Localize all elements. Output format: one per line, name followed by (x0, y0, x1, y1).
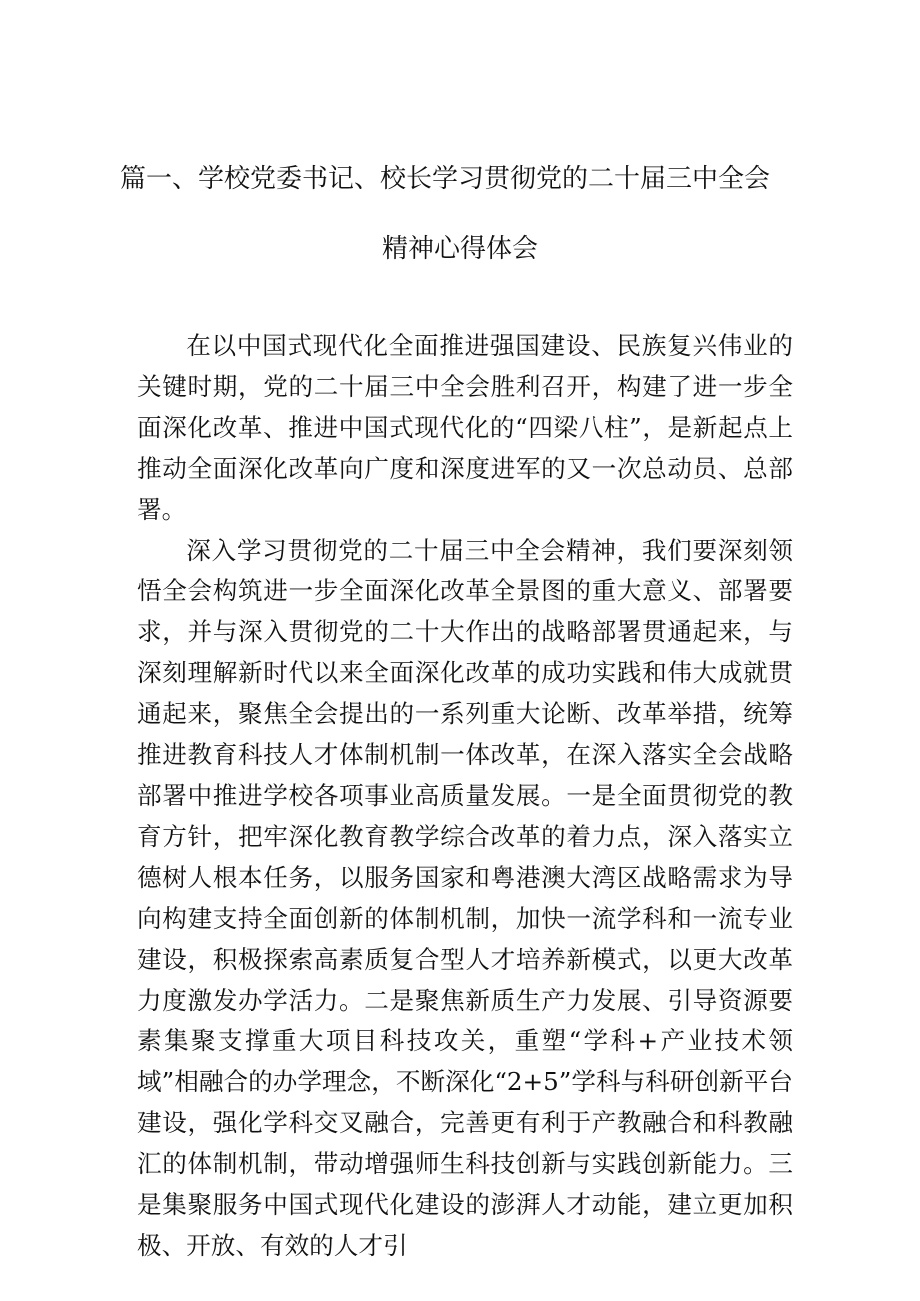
paragraph-2: 深入学习贯彻党的二十届三中全会精神，我们要深刻领悟全会构筑进一步全面深化改革全景图的重大意义、部署要求，并与深入贯彻党的二十大作出的战略部署贯通起来，与深刻理解新时代以来全面深化改革的成功实践和伟大成就贯通起来，聚焦全会提出的一系列重大论断、改革举措，统筹推进教育科技人才体制机制一体改革，在深入落实全会战略部署中推进学校各项事业高质量发展。一是全面贯彻党的教育方针，把牢深化教育教学综合改革的着力点，深入落实立德树人根本任务，以服务国家和粤港澳大湾区战略需求为导向构建支持全面创新的体制机制，加快一流学科和一流专业建设，积极探索高素质复合型人才培养新模式，以更大改革力度激发办学活力。二是聚焦新质生产力发展、引导资源要素集聚支撑重大项目科技攻关，重塑“学科+产业技术领域”相融合的办学理念，不断深化“2+5”学科与科研创新平台建设，强化学科交叉融合，完善更有利于产教融合和科教融汇的体制机制，带动增强师生科技创新与实践创新能力。三是集聚服务中国式现代化建设的澎湃人才动能，建立更加积极、开放、有效的人才引 (137, 535, 793, 1260)
paragraph-1: 在以中国式现代化全面推进强国建设、民族复兴伟业的关键时期，党的二十届三中全会胜利召开，构建了进一步全面深化改革、推进中国式现代化的“四梁八柱”，是新起点上推动全面深化改革向广度和深度进军的又一次总动员、总部署。 (137, 331, 793, 524)
document-title-line-1: 篇一、学校党委书记、校长学习贯彻党的二十届三中全会 (119, 164, 770, 194)
document-body (137, 326, 793, 1267)
document-title-line-2: 精神心得体会 (381, 234, 538, 264)
